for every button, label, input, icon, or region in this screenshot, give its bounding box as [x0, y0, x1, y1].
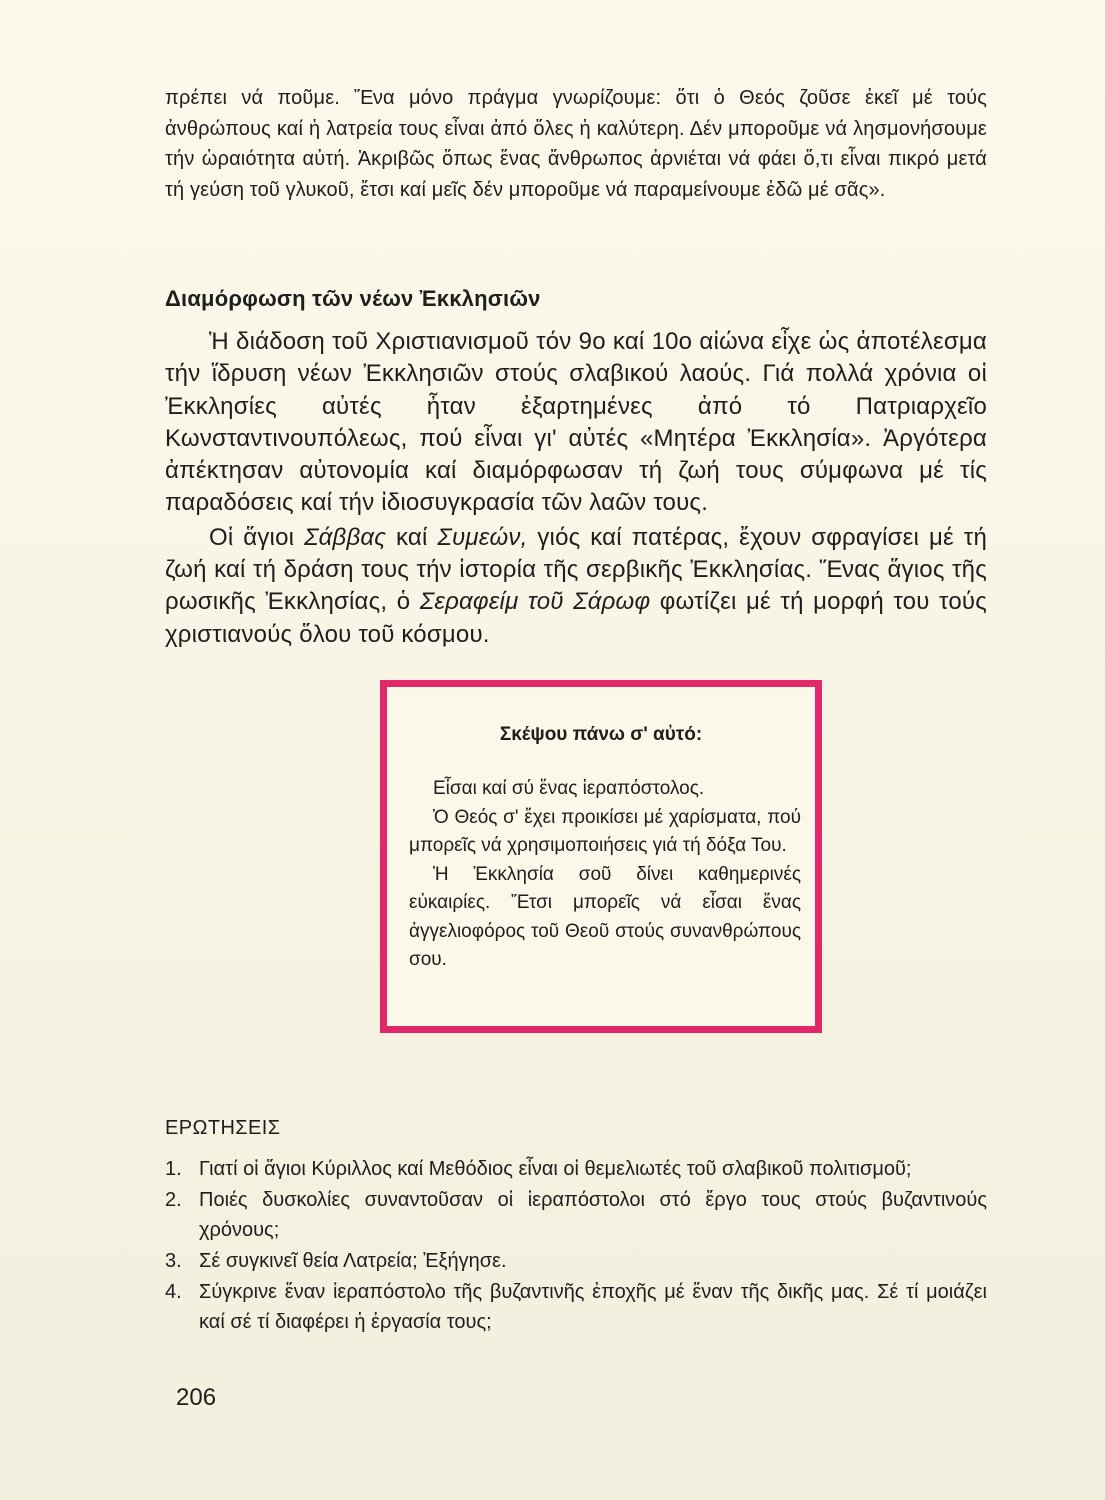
think-about-it-box — [380, 680, 822, 1033]
think-box-body — [409, 775, 801, 975]
think-box-line-3: Ἡ Ἐκκλησία σοῦ δίνει καθημερινές εὐκαιρίες. Ἔτσι μπορεῖς νά εἶσαι ἕνας ἀγγελιοφόρος τοῦ Θεοῦ στούς συνανθρώπους σου. — [409, 863, 801, 970]
saint-name-seraphim: Σεραφείμ τοῦ Σάρωφ — [419, 588, 651, 616]
paragraph-2-text-b: καί — [386, 523, 438, 551]
section-paragraph-1: Ἡ διάδοση τοῦ Χριστιανισμοῦ τόν 9ο καί 10ο αἰώνα εἶχε ὡς ἀποτέλεσμα τήν ἵδρυση νέων Ἐκκλησιῶν στούς σλαβικού λαούς. Γιά πολλά χρόνια οἱ Ἐκκλησίες αὐτές ἦταν ἐξαρτημένες ἀπό τό Πατριαρχεῖο Κωνσταντινουπόλεως, πού εἶναι γι' αὐτές «Μητέρα Ἐκκλησία». Ἀργότερα ἀπέκτησαν αὐτονομία καί διαμόρφωσαν τή ζωή τους σύμφωνα μέ τίς παραδόσεις καί τήν ἰδιοσυγκρασία τῶν λαῶν τους. — [165, 328, 987, 517]
saint-name-savvas: Σάββας — [304, 523, 387, 551]
question-text: Ποιές δυσκολίες συναντοῦσαν οἱ ἱεραπόστολοι στό ἔργο τους στούς βυζαντινούς χρόνους; — [199, 1189, 987, 1241]
questions-list — [165, 1154, 987, 1338]
paragraph-2-text-d: φωτίζει μέ τή μορφή του τούς χριστιανούς ὅλου τοῦ κόσμου. — [165, 588, 987, 648]
question-number: 2. — [165, 1189, 182, 1211]
question-item — [165, 1277, 987, 1337]
intro-paragraph: πρέπει νά ποῦμε. Ἕνα μόνο πράγμα γνωρίζουμε: ὅτι ὁ Θεός ζοῦσε ἐκεῖ μέ τούς ἀνθρώπους καί ἡ λατρεία τους εἶναι ἀπό ὅλες ἡ καλύτερη. Δέν μποροῦμε νά λησμονήσουμε τήν ὡραιότητα αὐτή. Ἀκριβῶς ὅπως ἕνας ἄνθρωπος ἀρνιέται νά φάει ὅ,τι εἶναι πικρό μετά τή γεύση τοῦ γλυκοῦ, ἔτσι καί μεῖς δέν μποροῦμε νά παραμείνουμε ἐδῶ μέ σᾶς». — [165, 87, 987, 201]
questions-heading: ΕΡΩΤΗΣΕΙΣ — [165, 1117, 281, 1139]
question-number: 4. — [165, 1281, 182, 1303]
paragraph-2-text-c: γιός καί πατέρας, ἔχουν σφραγίσει μέ τή ζωή καί τή δράση τους τήν ἱστορία τῆς σερβικῆς Ἐκκλησίας. Ἕνας ἅγιος τῆς ρωσικῆς Ἐκκλησίας, ὁ — [165, 523, 987, 616]
question-item — [165, 1154, 987, 1184]
section-heading: Διαμόρφωση τῶν νέων Ἐκκλησιῶν — [165, 286, 541, 311]
think-box-title: Σκέψου πάνω σ' αὐτό: — [499, 724, 703, 745]
question-item — [165, 1185, 987, 1245]
question-text: Σύγκρινε ἕναν ἱεραπόστολο τῆς βυζαντινῆς ἐποχῆς μέ ἕναν τῆς δικῆς μας. Σέ τί μοιάζει καί σέ τί διαφέρει ἡ ἐργασία τους; — [199, 1281, 987, 1333]
think-box-line-2: Ὁ Θεός σ' ἔχει προικίσει μέ χαρίσματα, πού μπορεῖς νά χρησιμοποιήσεις γιά τή δόξα Του. — [409, 806, 801, 856]
section-body — [165, 326, 987, 651]
question-text: Γιατί οἱ ἅγιοι Κύριλλος καί Μεθόδιος εἶναι οἱ θεμελιωτές τοῦ σλαβικοῦ πολιτισμοῦ; — [199, 1158, 912, 1180]
question-number: 3. — [165, 1250, 182, 1272]
question-text: Σέ συγκινεῖ θεία Λατρεία; Ἐξήγησε. — [199, 1250, 507, 1272]
section-paragraph-2 — [165, 522, 987, 651]
think-box-line-1: Εἶσαι καί σύ ἕνας ἱεραπόστολος. — [433, 778, 705, 799]
paragraph-2-text-a: Οἱ ἅγιοι — [209, 523, 305, 551]
question-item — [165, 1246, 987, 1276]
saint-name-symeon: Συμεών, — [437, 523, 528, 551]
page-number: 206 — [176, 1384, 217, 1411]
question-number: 1. — [165, 1158, 182, 1180]
